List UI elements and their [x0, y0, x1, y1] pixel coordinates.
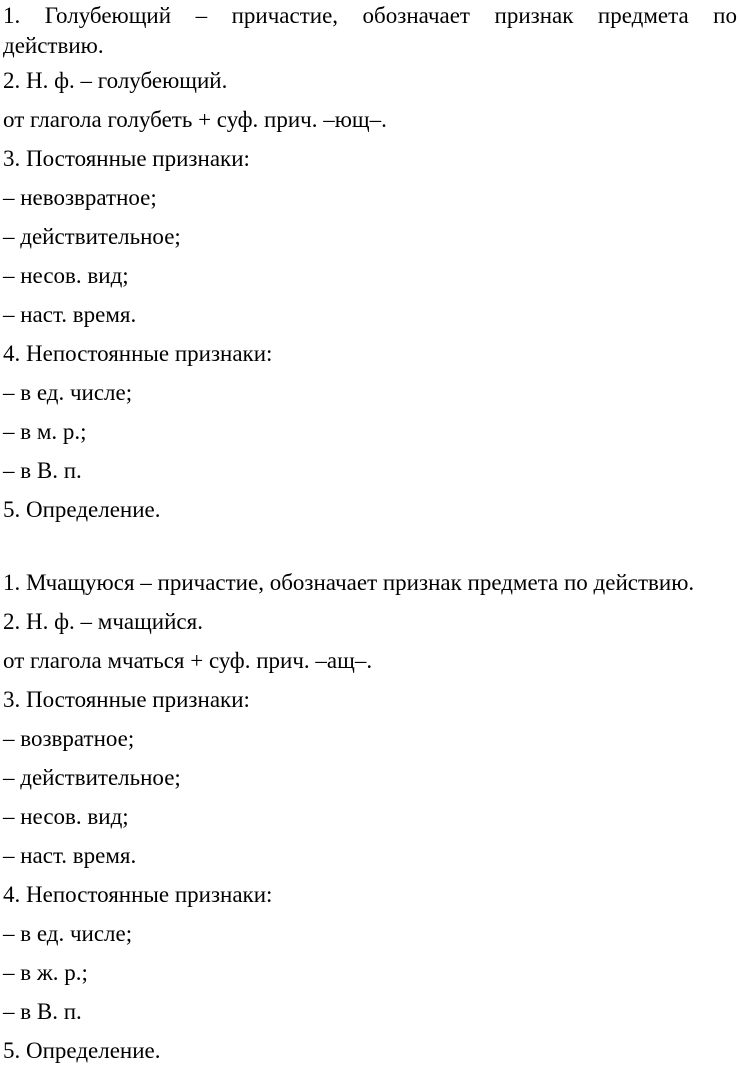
b1-syntactic-role: 5. Определение.	[3, 497, 161, 522]
b2-feature-case: – в В. п.	[3, 999, 82, 1024]
b2-feature-tense: – наст. время.	[3, 843, 137, 868]
b2-meaning-line: 1. Мчащуюся – причастие, обозначает признак предмета по действию.	[3, 570, 695, 595]
b1-derivation: от глагола голубеть + суф. прич. –ющ–.	[3, 107, 387, 132]
b1-feature-reflexivity: – невозвратное;	[3, 185, 157, 210]
b1-feature-number: – в ед. числе;	[3, 380, 133, 405]
b2-feature-aspect: – несов. вид;	[3, 804, 129, 829]
b2-initial-form: 2. Н. ф. – мчащийся.	[3, 609, 203, 634]
b2-feature-number: – в ед. числе;	[3, 921, 133, 946]
b1-meaning-line-continued: действию.	[3, 33, 104, 58]
b1-feature-voice: – действительное;	[3, 224, 181, 249]
b1-feature-gender: – в м. р.;	[3, 419, 87, 444]
b1-feature-case: – в В. п.	[3, 458, 82, 483]
b2-variable-features-heading: 4. Непостоянные признаки:	[3, 882, 273, 907]
b2-feature-voice: – действительное;	[3, 765, 181, 790]
b1-feature-aspect: – несов. вид;	[3, 263, 129, 288]
block-separator	[3, 529, 737, 563]
b2-feature-gender: – в ж. р.;	[3, 960, 88, 985]
b2-constant-features-heading: 3. Постоянные признаки:	[3, 687, 250, 712]
b1-variable-features-heading: 4. Непостоянные признаки:	[3, 341, 273, 366]
b2-syntactic-role: 5. Определение.	[3, 1038, 161, 1063]
b1-constant-features-heading: 3. Постоянные признаки:	[3, 146, 250, 171]
b2-derivation: от глагола мчаться + суф. прич. –ащ–.	[3, 648, 373, 673]
document-body	[3, 0, 737, 1070]
b2-feature-reflexivity: – возвратное;	[3, 726, 135, 751]
b1-initial-form: 2. Н. ф. – голубеющий.	[3, 68, 228, 93]
b1-feature-tense: – наст. время.	[3, 302, 137, 327]
b1-meaning-line: 1. Голубеющий – причастие, обозначает признак предмета по	[3, 3, 737, 28]
